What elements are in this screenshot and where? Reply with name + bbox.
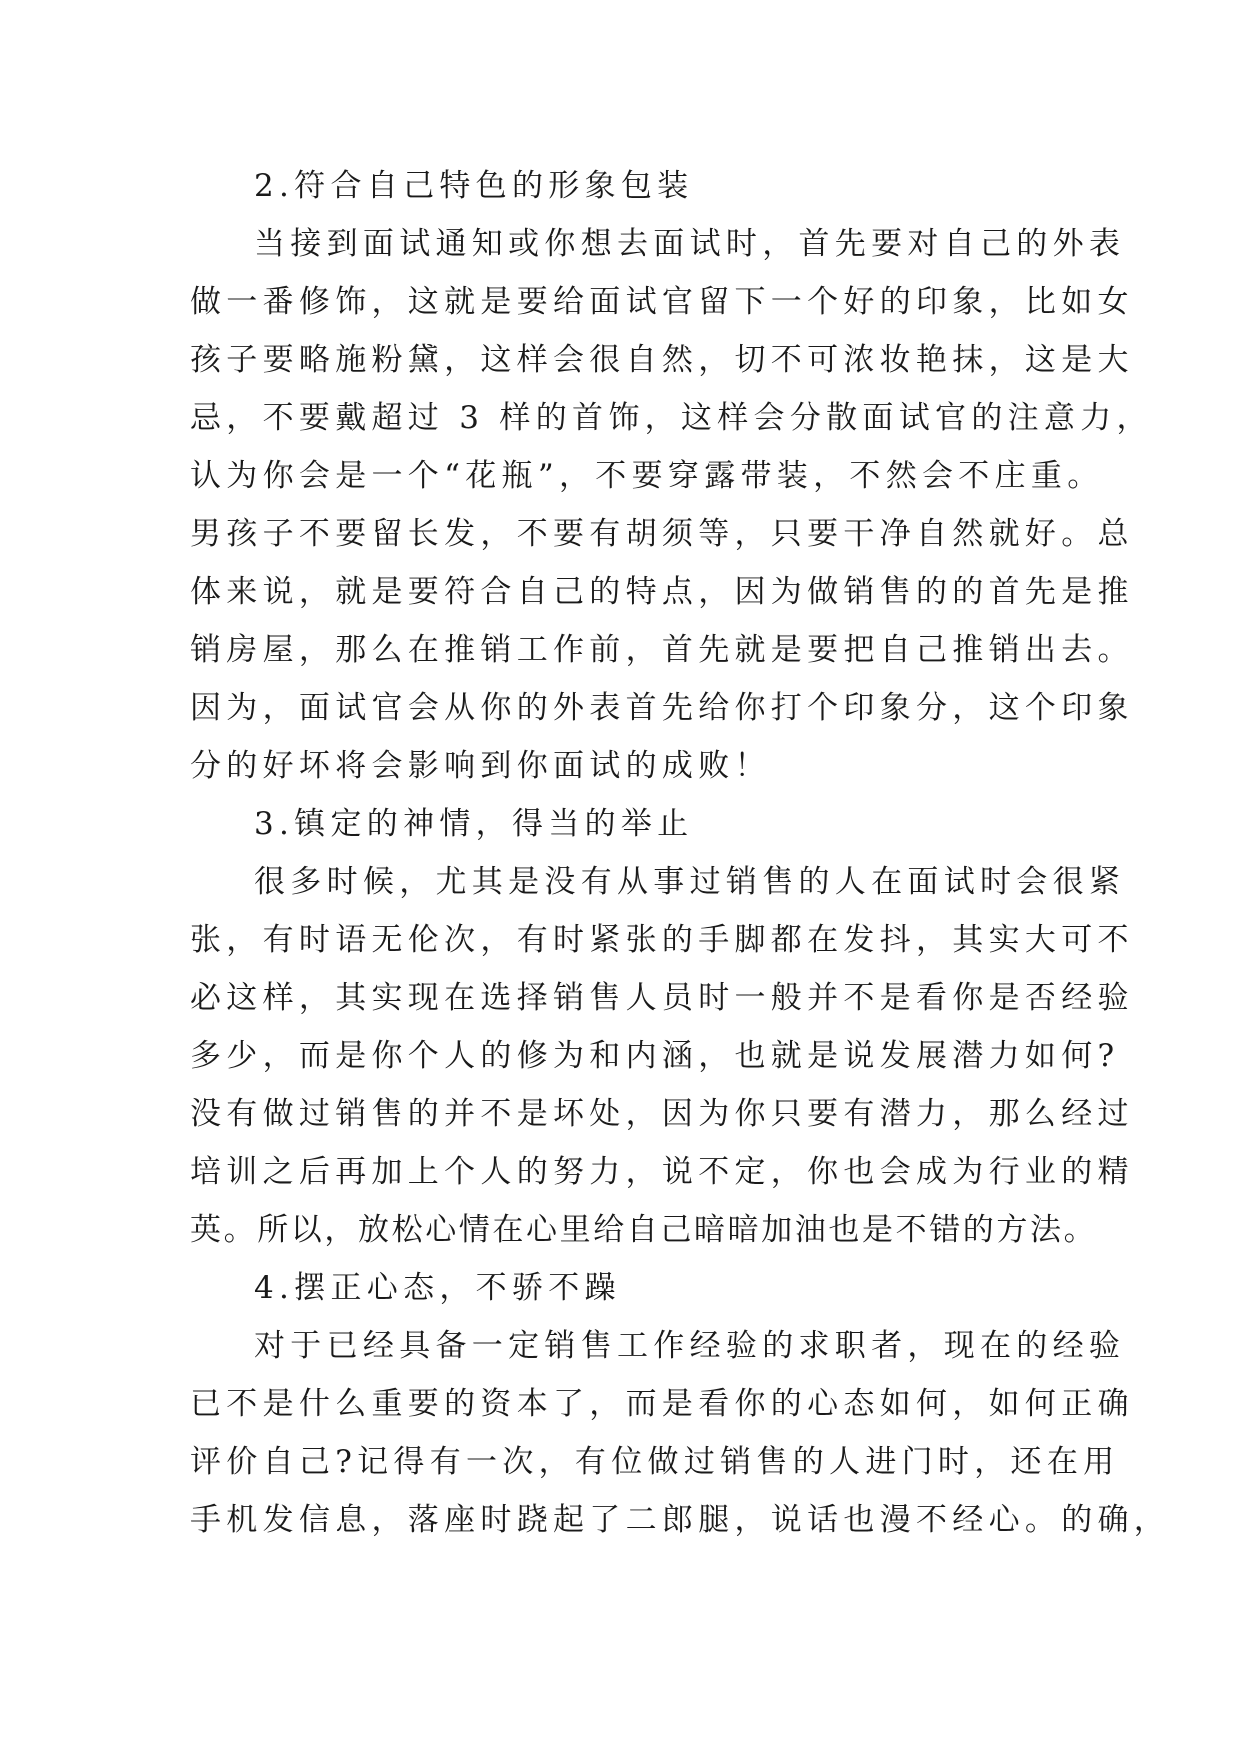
paragraph-line: 必这样，其实现在选择销售人员时一般并不是看你是否经验 — [190, 980, 1134, 1016]
paragraph-line: 体来说，就是要符合自己的特点，因为做销售的的首先是推 — [190, 574, 1134, 610]
section-heading-2: 2.符合自己特色的形象包装 — [254, 168, 694, 204]
paragraph-line: 当接到面试通知或你想去面试时，首先要对自己的外表 — [254, 226, 1126, 262]
paragraph-line: 已不是什么重要的资本了，而是看你的心态如何，如何正确 — [190, 1386, 1134, 1422]
paragraph-line: 孩子要略施粉黛，这样会很自然，切不可浓妆艳抹，这是大 — [190, 342, 1134, 378]
paragraph-line: 英。所以，放松心情在心里给自己暗暗加油也是不错的方法。 — [190, 1212, 1098, 1248]
paragraph-line: 评价自己?记得有一次，有位做过销售的人进门时，还在用 — [190, 1444, 1120, 1480]
section-heading-3: 3.镇定的神情，得当的举止 — [254, 806, 694, 842]
paragraph-line: 销房屋，那么在推销工作前，首先就是要把自己推销出去。 — [190, 632, 1134, 668]
paragraph-line: 培训之后再加上个人的努力，说不定，你也会成为行业的精 — [190, 1154, 1134, 1190]
section-heading-4: 4.摆正心态，不骄不躁 — [254, 1270, 621, 1306]
paragraph-line: 因为，面试官会从你的外表首先给你打个印象分，这个印象 — [190, 690, 1134, 726]
paragraph-line: 没有做过销售的并不是坏处，因为你只要有潜力，那么经过 — [190, 1096, 1134, 1132]
paragraph-line: 认为你会是一个“花瓶”，不要穿露带装，不然会不庄重。 — [190, 458, 1104, 494]
paragraph-line: 忌，不要戴超过 3 样的首饰，这样会分散面试官的注意力， — [190, 400, 1153, 436]
paragraph-line: 做一番修饰，这就是要给面试官留下一个好的印象，比如女 — [190, 284, 1134, 320]
paragraph-line: 多少，而是你个人的修为和内涵，也就是说发展潜力如何? — [190, 1038, 1120, 1074]
paragraph-line: 张，有时语无伦次，有时紧张的手脚都在发抖，其实大可不 — [190, 922, 1134, 958]
paragraph-line: 对于已经具备一定销售工作经验的求职者，现在的经验 — [254, 1328, 1126, 1364]
paragraph-line: 很多时候，尤其是没有从事过销售的人在面试时会很紧 — [254, 864, 1126, 900]
paragraph-line: 分的好坏将会影响到你面试的成败！ — [190, 748, 771, 784]
paragraph-line: 手机发信息，落座时跷起了二郎腿，说话也漫不经心。的确， — [190, 1502, 1171, 1538]
paragraph-line: 男孩子不要留长发，不要有胡须等，只要干净自然就好。总 — [190, 516, 1134, 552]
